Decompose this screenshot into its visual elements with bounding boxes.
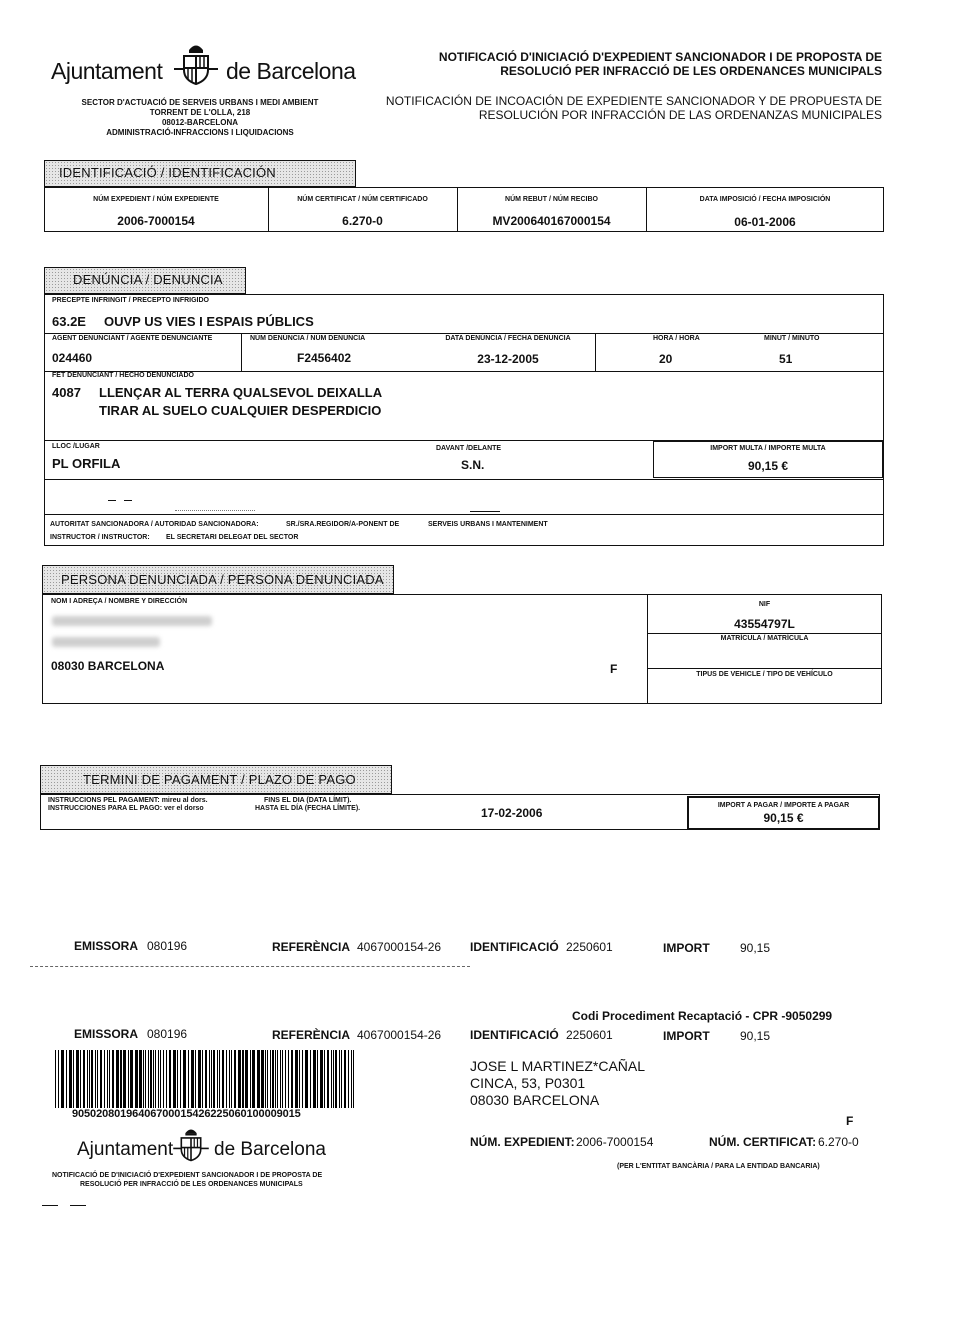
barcode-bar bbox=[80, 1050, 81, 1108]
city-crest-icon bbox=[170, 1125, 212, 1167]
num-expedient: 2006-7000154 bbox=[117, 214, 195, 228]
barcode-bar bbox=[148, 1050, 149, 1108]
addr-line2: CINCA, 53, P0301 bbox=[470, 1075, 586, 1091]
barcode-bar bbox=[150, 1050, 152, 1108]
barcode-number: 90502080196406700015426225060100009015 bbox=[72, 1108, 301, 1120]
barcode-bar bbox=[89, 1050, 90, 1108]
barcode-bar bbox=[229, 1050, 230, 1108]
title-es-line1: NOTIFICACIÓN DE INCOACIÓN DE EXPEDIENTE SANCIONADOR Y DE PROPUESTA DE bbox=[385, 94, 882, 108]
import-multa: 90,15 € bbox=[747, 459, 789, 473]
slip-caption-1: NOTIFICACIÓ DE D'INICIACIÓ D'EXPEDIENT SANCIONADOR I DE PROPOSTA DE bbox=[52, 1172, 323, 1179]
label-num-expedient: NÚM EXPEDIENT / NÚM EXPEDIENTE bbox=[93, 196, 219, 203]
slip-emissora-label: EMISSORA bbox=[74, 1027, 139, 1041]
barcode-bar bbox=[104, 1050, 105, 1108]
addr-line1: JOSE L MARTINEZ*CAÑAL bbox=[470, 1058, 646, 1074]
slip-f-mark: F bbox=[846, 1114, 854, 1128]
barcode-bar bbox=[267, 1050, 268, 1108]
barcode-bar bbox=[66, 1050, 67, 1108]
barcode-bar bbox=[305, 1050, 308, 1108]
barcode-bar bbox=[270, 1050, 271, 1108]
label-davant: DAVANT /DELANTE bbox=[436, 445, 502, 452]
barcode-bar bbox=[153, 1050, 154, 1108]
barcode-bar bbox=[139, 1050, 142, 1108]
label-precepte: PRECEPTE INFRINGIT / PRECEPTO INFRIGIDO bbox=[52, 297, 209, 304]
num-denuncia: F2456402 bbox=[297, 351, 352, 365]
label-nom-adreca: NOM I ADREÇA / NOMBRE Y DIRECCIÓN bbox=[51, 598, 188, 605]
slip-import: 90,15 bbox=[740, 1029, 771, 1043]
barcode-bar bbox=[320, 1050, 323, 1108]
label-matricula: MATRÍCULA / MATRÍCULA bbox=[720, 635, 809, 642]
barcode-bar bbox=[107, 1050, 108, 1108]
barcode-bar bbox=[250, 1050, 251, 1108]
slip-top-import: 90,15 bbox=[740, 941, 771, 955]
label-nif: NIF bbox=[758, 601, 771, 608]
precepte-code: 63.2E bbox=[52, 314, 86, 329]
addr-line3: 08030 BARCELONA bbox=[470, 1092, 600, 1108]
label-fet: FET DENUNCIANT / HECHO DENUNCIADO bbox=[52, 372, 194, 379]
barcode-bar bbox=[277, 1050, 278, 1108]
barcode-bar bbox=[291, 1050, 293, 1108]
barcode-bar bbox=[209, 1050, 210, 1108]
barcode-bar bbox=[217, 1050, 218, 1108]
sector-line: TORRENT DE L'OLLA, 218 bbox=[149, 108, 251, 117]
barcode-bar bbox=[335, 1050, 337, 1108]
barcode-bar bbox=[120, 1050, 122, 1108]
barcode-bar bbox=[97, 1050, 98, 1108]
barcode-bar bbox=[183, 1050, 186, 1108]
barcode-bar bbox=[143, 1050, 144, 1108]
barcode-bar bbox=[91, 1050, 93, 1108]
barcode-bar bbox=[252, 1050, 255, 1108]
cpr-code: Codi Procediment Recaptació - CPR -9050299 bbox=[572, 1009, 833, 1023]
slip-top-identificacio: 2250601 bbox=[566, 940, 613, 954]
section-pagament-title: TERMINI DE PAGAMENT / PLAZO DE PAGO bbox=[40, 765, 392, 794]
instructor-value: EL SECRETARI DELEGAT DEL SECTOR bbox=[166, 534, 299, 541]
barcode-bar bbox=[130, 1050, 133, 1108]
barcode-bar bbox=[76, 1050, 79, 1108]
label-num-certificat: NÚM CERTIFICAT / NÚM CERTIFICADO bbox=[297, 196, 428, 203]
logo-text-right: de Barcelona bbox=[226, 58, 356, 84]
hora: 20 bbox=[659, 352, 673, 366]
slip-num-expedient: 2006-7000154 bbox=[576, 1135, 654, 1149]
cut-line bbox=[30, 966, 470, 967]
label-lloc: LLOC /LUGAR bbox=[52, 443, 100, 450]
slip-top-referencia: 4067000154-26 bbox=[357, 940, 442, 954]
barcode-bar bbox=[116, 1050, 119, 1108]
barcode-bar bbox=[213, 1050, 215, 1108]
slip-entitat: (PER L'ENTITAT BANCÀRIA / PARA LA ENTIDAD BANCARIA) bbox=[617, 1163, 820, 1170]
barcode-bar bbox=[295, 1050, 298, 1108]
sector-line: ADMINISTRACIÓ-INFRACCIONS I LIQUIDACIONS bbox=[106, 128, 294, 137]
barcode-bar bbox=[313, 1050, 316, 1108]
barcode-bar bbox=[234, 1050, 236, 1108]
agent-denunciant: 024460 bbox=[52, 351, 93, 365]
barcode-bar bbox=[265, 1050, 266, 1108]
fins-el-dia: FINS EL DIA (DATA LÍMIT). bbox=[264, 797, 352, 804]
slip-logo-right: de Barcelona bbox=[214, 1139, 326, 1160]
num-rebut: MV200640167000154 bbox=[492, 214, 611, 228]
import-pagar: 90,15 € bbox=[763, 811, 804, 825]
barcode-bar bbox=[145, 1050, 146, 1108]
barcode-bar bbox=[261, 1050, 264, 1108]
data-denuncia: 23-12-2005 bbox=[477, 352, 539, 366]
barcode-bar bbox=[55, 1050, 56, 1108]
title-ca-line2: RESOLUCIÓ PER INFRACCIÓ DE LES ORDENANCES MUNICIPALS bbox=[500, 64, 882, 78]
precepte-text: OUVP US VIES I ESPAIS PÚBLICS bbox=[104, 314, 314, 329]
barcode-bar bbox=[95, 1050, 96, 1108]
denuncia-table bbox=[44, 294, 884, 546]
barcode-bar bbox=[123, 1050, 126, 1108]
section-persona-title: PERSONA DENUNCIADA / PERSONA DENUNCIADA bbox=[42, 565, 394, 594]
barcode-bar bbox=[331, 1050, 332, 1108]
barcode-bar bbox=[242, 1050, 244, 1108]
label-num-denuncia: NÚM DENÚNCIA / NÚM DENUNCIA bbox=[250, 335, 366, 342]
barcode-bar bbox=[280, 1050, 281, 1108]
label-data-imposicio: DATA IMPOSICIÓ / FECHA IMPOSICIÓN bbox=[699, 196, 831, 203]
num-certificat: 6.270-0 bbox=[342, 214, 383, 228]
slip-emissora: 080196 bbox=[147, 1027, 188, 1041]
hasta-el-dia: HASTA EL DÍA (FECHA LÍMITE). bbox=[255, 805, 361, 812]
slip-top-emissora-label: EMISSORA bbox=[74, 939, 139, 953]
barcode-bar bbox=[83, 1050, 85, 1108]
barcode-bar bbox=[155, 1050, 156, 1108]
barcode-bar bbox=[222, 1050, 224, 1108]
label-autoritat: AUTORITAT SANCIONADORA / AUTORIDAD SANCIONADORA: bbox=[50, 521, 259, 528]
slip-logo-left: Ajuntament bbox=[77, 1139, 174, 1160]
barcode-bar bbox=[163, 1050, 164, 1108]
instr-pagament-es: INSTRUCCIONES PARA EL PAGO: ver el dorso bbox=[48, 805, 204, 812]
barcode-bar bbox=[310, 1050, 311, 1108]
barcode-bar bbox=[166, 1050, 167, 1108]
section-denuncia-title: DENÚNCIA / DENUNCIA bbox=[44, 267, 246, 294]
city-crest-icon bbox=[170, 40, 222, 92]
barcode-bar bbox=[169, 1050, 171, 1108]
barcode-bar bbox=[198, 1050, 201, 1108]
slip-referencia: 4067000154-26 bbox=[357, 1028, 442, 1042]
label-agent: AGENT DENUNCIANT / AGENTE DENUNCIANTE bbox=[52, 335, 213, 342]
barcode-bar bbox=[191, 1050, 194, 1108]
sector-line: SECTOR D'ACTUACIÓ DE SERVEIS URBANS I MEDI AMBIENT bbox=[81, 98, 319, 107]
davant: S.N. bbox=[461, 458, 485, 472]
barcode-bar bbox=[219, 1050, 220, 1108]
barcode-bar bbox=[180, 1050, 181, 1108]
persona-city: 08030 BARCELONA bbox=[51, 659, 165, 673]
nif: 43554797L bbox=[734, 617, 795, 631]
barcode-bar bbox=[58, 1050, 59, 1108]
barcode-bar bbox=[100, 1050, 102, 1108]
barcode-bar bbox=[177, 1050, 178, 1108]
barcode-bar bbox=[282, 1050, 283, 1108]
fet-ca: LLENÇAR AL TERRA QUALSEVOL DEIXALLA bbox=[99, 385, 383, 400]
autoritat-value2: SERVEIS URBANS I MANTENIMENT bbox=[428, 521, 548, 528]
barcode bbox=[55, 1050, 367, 1108]
label-data-denuncia: DATA DENÚNCIA / FECHA DENUNCIA bbox=[445, 335, 571, 342]
persona-table bbox=[42, 594, 882, 704]
label-hora: HORA / HORA bbox=[653, 335, 700, 342]
barcode-bar bbox=[302, 1050, 303, 1108]
barcode-bar bbox=[188, 1050, 189, 1108]
barcode-bar bbox=[109, 1050, 110, 1108]
barcode-bar bbox=[341, 1050, 342, 1108]
fet-code: 4087 bbox=[52, 385, 81, 400]
redacted-address bbox=[52, 637, 160, 647]
minut: 51 bbox=[779, 352, 793, 366]
persona-f-mark: F bbox=[610, 662, 618, 676]
barcode-bar bbox=[272, 1050, 274, 1108]
barcode-bar bbox=[324, 1050, 325, 1108]
barcode-bar bbox=[128, 1050, 129, 1108]
barcode-bar bbox=[327, 1050, 329, 1108]
barcode-bar bbox=[195, 1050, 196, 1108]
barcode-bar bbox=[61, 1050, 64, 1108]
label-num-rebut: NÚM REBUT / NÚM RECIBO bbox=[505, 196, 598, 203]
logo-text-left: Ajuntament bbox=[51, 58, 163, 84]
label-import-multa: IMPORT MULTA / IMPORTE MULTA bbox=[710, 445, 826, 452]
barcode-bar bbox=[257, 1050, 260, 1108]
label-instructor: INSTRUCTOR / INSTRUCTOR: bbox=[50, 534, 150, 541]
barcode-bar bbox=[288, 1050, 289, 1108]
barcode-bar bbox=[351, 1050, 352, 1108]
slip-top-emissora: 080196 bbox=[147, 939, 188, 953]
slip-top-import-label: IMPORT bbox=[663, 941, 710, 955]
barcode-bar bbox=[353, 1050, 354, 1108]
slip-caption-2: RESOLUCIÓ PER INFRACCIÓ DE LES ORDENANCES MUNICIPALS bbox=[80, 1181, 303, 1188]
slip-identificacio: 2250601 bbox=[566, 1028, 613, 1042]
barcode-bar bbox=[333, 1050, 334, 1108]
barcode-bar bbox=[135, 1050, 138, 1108]
title-ca-line1: NOTIFICACIÓ D'INICIACIÓ D'EXPEDIENT SANCIONADOR I DE PROPOSTA DE bbox=[438, 50, 882, 64]
slip-num-certificat: 6.270-0 bbox=[818, 1135, 859, 1149]
label-minut: MINUT / MINUTO bbox=[764, 335, 820, 342]
barcode-bar bbox=[317, 1050, 318, 1108]
barcode-bar bbox=[69, 1050, 72, 1108]
section-identificacio-title: IDENTIFICACIÓ / IDENTIFICACIÓN bbox=[44, 160, 356, 187]
barcode-bar bbox=[348, 1050, 349, 1108]
barcode-bar bbox=[285, 1050, 286, 1108]
slip-import-label: IMPORT bbox=[663, 1029, 710, 1043]
barcode-bar bbox=[87, 1050, 88, 1108]
instr-pagament-ca: INSTRUCCIONS PEL PAGAMENT: mireu al dors. bbox=[48, 797, 208, 804]
slip-top-identificacio-label: IDENTIFICACIÓ bbox=[470, 940, 559, 954]
slip-top-referencia-label: REFERÈNCIA bbox=[272, 940, 351, 954]
data-limit: 17-02-2006 bbox=[481, 806, 543, 820]
barcode-bar bbox=[202, 1050, 203, 1108]
redacted-name bbox=[52, 616, 212, 626]
autoritat-value: SR./SRA.REGIDOR/A-PONENT DE bbox=[286, 521, 400, 528]
title-es-line2: RESOLUCIÓN POR INFRACCIÓN DE LAS ORDENANZAS MUNICIPALES bbox=[478, 108, 882, 122]
barcode-bar bbox=[231, 1050, 232, 1108]
lloc: PL ORFILA bbox=[52, 456, 121, 471]
slip-referencia-label: REFERÈNCIA bbox=[272, 1028, 351, 1042]
barcode-bar bbox=[299, 1050, 300, 1108]
fet-es: TIRAR AL SUELO CUALQUIER DESPERDICIO bbox=[99, 403, 382, 418]
data-imposicio: 06-01-2006 bbox=[734, 215, 796, 229]
slip-num-expedient-label: NÚM. EXPEDIENT: bbox=[470, 1135, 575, 1149]
barcode-bar bbox=[211, 1050, 212, 1108]
barcode-bar bbox=[226, 1050, 227, 1108]
slip-num-certificat-label: NÚM. CERTIFICAT: bbox=[709, 1135, 817, 1149]
barcode-bar bbox=[245, 1050, 248, 1108]
barcode-bar bbox=[339, 1050, 340, 1108]
label-tipus-vehicle: TIPUS DE VEHICLE / TIPO DE VEHÍCULO bbox=[696, 671, 833, 678]
barcode-bar bbox=[158, 1050, 159, 1108]
barcode-bar bbox=[344, 1050, 346, 1108]
barcode-bar bbox=[173, 1050, 176, 1108]
barcode-bar bbox=[73, 1050, 74, 1108]
barcode-bar bbox=[275, 1050, 276, 1108]
barcode-bar bbox=[238, 1050, 241, 1108]
slip-identificacio-label: IDENTIFICACIÓ bbox=[470, 1028, 559, 1042]
barcode-bar bbox=[160, 1050, 161, 1108]
label-import-pagar: IMPORT A PAGAR / IMPORTE A PAGAR bbox=[717, 802, 850, 809]
barcode-bar bbox=[205, 1050, 207, 1108]
sector-line: 08012-BARCELONA bbox=[161, 118, 239, 127]
barcode-bar bbox=[112, 1050, 114, 1108]
